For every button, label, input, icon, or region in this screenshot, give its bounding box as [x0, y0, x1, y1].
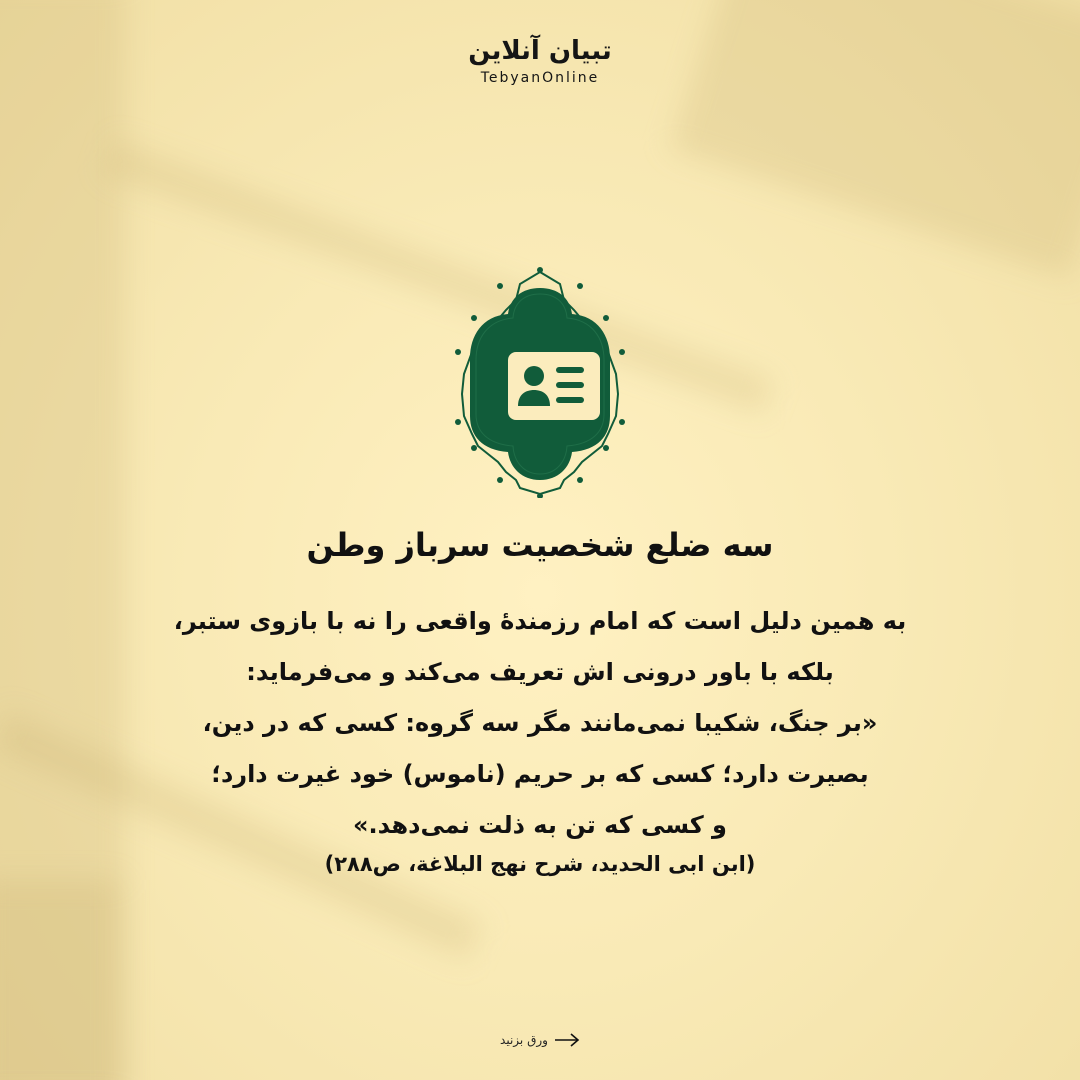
- body-line: به همین دلیل است که امام رزمندۀ واقعی را نه با بازوی ستبر،: [173, 607, 907, 635]
- brand-name-en: TebyanOnline: [480, 70, 600, 86]
- emblem: [452, 266, 628, 498]
- body-line: بلکه با باور درونی اش تعریف می‌کند و می‌فرماید:: [246, 658, 834, 686]
- swipe-label: ورق بزنید: [500, 1033, 548, 1047]
- swipe-hint[interactable]: [490, 1028, 590, 1052]
- page-title: سه ضلع شخصیت سرباز وطن: [306, 526, 774, 564]
- body-line: بصیرت دارد؛ کسی که بر حریم (ناموس) خود غیرت دارد؛: [211, 760, 869, 788]
- brand-name-fa: تبیان آنلاین: [468, 36, 612, 66]
- body-line: «بر جنگ، شکیبا نمی‌مانند مگر سه گروه: کسی که در دین،: [202, 709, 878, 737]
- brand-logo: [0, 36, 1080, 86]
- window-shadow: [0, 880, 120, 1080]
- reference-citation: (ابن ابی الحدید، شرح نهج البلاغة، ص۲۸۸): [324, 852, 756, 876]
- id-card-icon: [452, 266, 628, 498]
- body-line: و کسی که تن به ذلت نمی‌دهد.»: [353, 811, 727, 839]
- body-text: [120, 596, 960, 851]
- window-shadow: [104, 141, 773, 412]
- arrow-right-icon: [554, 1033, 580, 1047]
